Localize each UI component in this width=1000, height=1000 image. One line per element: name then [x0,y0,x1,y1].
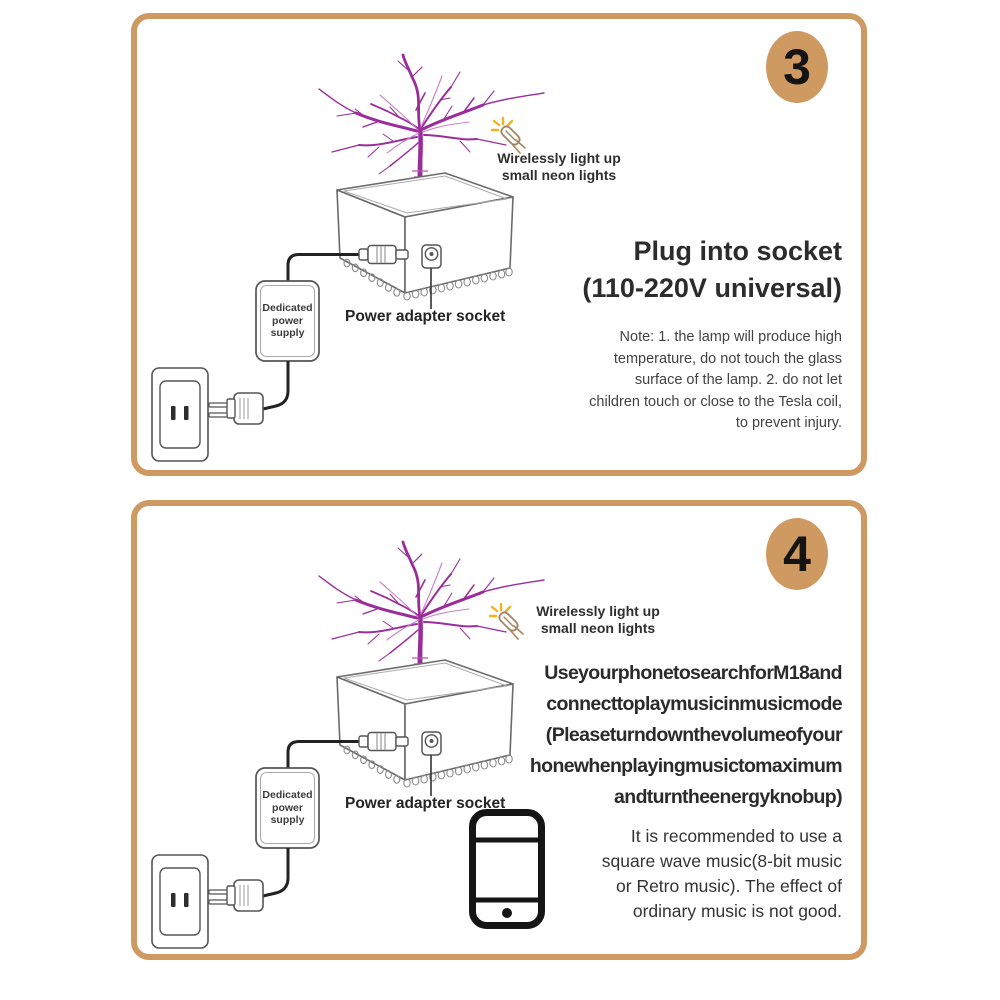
neon-caption-line: small neon lights [501,167,617,183]
heading-line: Plug into socket [633,236,842,266]
neon-caption-line: Wirelessly light up [536,603,660,619]
power-supply-label-line: power [272,314,303,327]
heading-line: (110-220V universal) [582,273,842,303]
power-supply-label [256,789,319,827]
power-supply-label-line: supply [270,814,305,826]
recommendation-line: ordinary music is not good. [632,901,842,921]
step-number-badge [766,31,828,103]
power-supply-label-line: Dedicated [262,789,313,801]
step-heading [582,233,842,307]
power-supply-label-line: supply [270,327,305,339]
instruction-line: Use your phone to search for M18 and [544,662,842,684]
power-adapter-socket-label: Power adapter socket [345,795,506,812]
instruction-line: (Please turn down the volume of your [545,724,842,746]
neon-caption-line: Wirelessly light up [497,150,621,166]
neon-caption [519,603,677,637]
tesla-coil-device-illustration [141,25,561,469]
note-line: surface of the lamp. 2. do not let [634,372,842,388]
recommendation-line: or Retro music). The effect of [616,876,842,896]
power-adapter-socket-label: Power adapter socket [345,308,506,325]
power-supply-label-line: power [272,801,303,814]
power-supply-label [256,302,319,340]
step-4-panel [131,500,867,960]
step-number: 3 [783,39,811,95]
note-line: to prevent injury. [735,415,842,431]
note-line: children touch or close to the Tesla coil, [589,393,842,410]
music-recommendation [522,824,842,924]
bluetooth-instructions [506,658,842,813]
recommendation-line: It is recommended to use a [630,826,842,846]
step-number-badge [766,518,828,590]
neon-caption-line: small neon lights [540,620,656,636]
power-supply-label-line: Dedicated [262,302,313,314]
note-line: Note: 1. the lamp will produce high [619,329,842,345]
instruction-line: and turn the energy knob up) [614,786,842,808]
step-number: 4 [783,526,811,582]
instruction-line: connect to play music in music mode [546,693,842,715]
instruction-line: hone when playing music to maximum [529,755,842,777]
note-line: temperature, do not touch the glass [613,350,842,367]
step-3-panel [131,13,867,476]
safety-note [532,327,842,435]
recommendation-line: square wave music(8-bit music [601,851,842,871]
neon-caption [473,150,645,184]
